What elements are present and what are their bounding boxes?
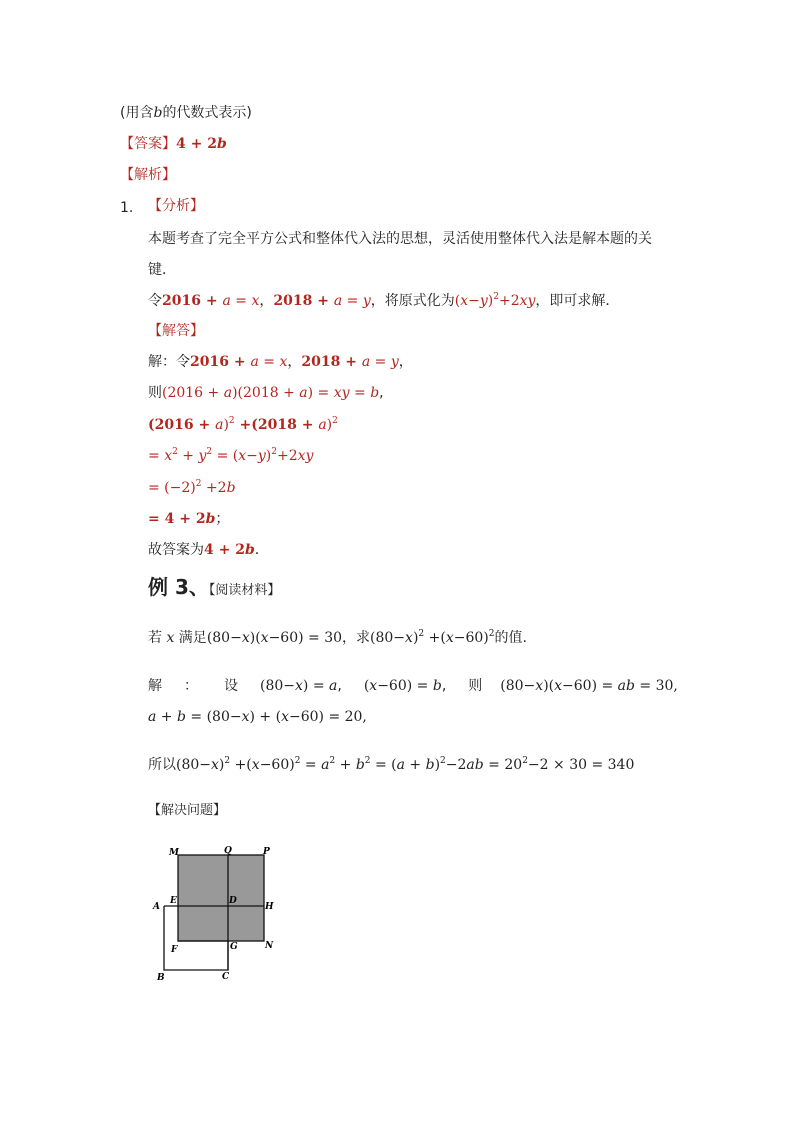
problem-line [148, 628, 527, 648]
label-G: G [230, 942, 238, 952]
exsol3-sq6: 2 [522, 756, 528, 766]
label-A: A [153, 902, 160, 912]
prob-q2: ) [412, 630, 419, 646]
sol-line-4 [148, 446, 313, 466]
label-C: C [222, 972, 230, 982]
label-Q: Q [224, 846, 232, 856]
sol2-xy: xy [333, 385, 350, 401]
prob-x: x [166, 630, 175, 646]
exsol1-comma2: , [441, 678, 447, 694]
exsol1-ab: ab [617, 678, 635, 694]
let-y2: y [362, 293, 371, 309]
exsol3-eq1: = [300, 757, 322, 773]
exsol1-e1: (80− [260, 678, 296, 694]
sol4-x: x [164, 448, 173, 464]
exsol2-rest3: −60) = 20, [288, 709, 367, 725]
exsol3-sq5: 2 [440, 756, 446, 766]
ex-sol-line-3 [148, 755, 634, 775]
sol5-plus: +2 [201, 480, 227, 496]
let-line [148, 291, 619, 311]
sol5-sq: 2 [195, 479, 202, 489]
label-E: E [170, 896, 177, 906]
sol1-e1: 2016 + [190, 354, 251, 370]
sol3-a2: a [318, 417, 327, 433]
exsol1-comma1: , [337, 678, 342, 694]
sol4-sq2: 2 [206, 447, 213, 457]
sol4-eq2: = ( [212, 448, 239, 464]
sol2-p2: )(2018 + [232, 385, 300, 401]
sol4-plus2: +2 [276, 448, 298, 464]
exsol3-p2: ) [218, 757, 225, 773]
exsol3-sq1: 2 [224, 756, 231, 766]
prob-prefix: 若 [148, 630, 167, 646]
exsol1-x3: x [535, 678, 544, 694]
prob-x3: x [405, 630, 413, 646]
exsol3-b2: b [425, 757, 435, 773]
exsol3-p3: +( [230, 757, 252, 773]
let-sq: 2 [493, 292, 499, 302]
fenxi-label: 【分析】 [148, 198, 204, 214]
sol3-plus: +(2018 + [234, 417, 319, 433]
prob-expr: (80− [206, 630, 242, 646]
exsol2-x2: x [281, 709, 289, 725]
sol1-x1: x [279, 354, 288, 370]
exsol3-eq3: = 20 [483, 757, 523, 773]
exsol3-minus: −2 [445, 757, 467, 773]
sol-line-6 [148, 509, 229, 529]
sol5-b: b [226, 480, 236, 496]
exsol1-a: a [329, 678, 338, 694]
label-H: H [265, 902, 274, 912]
solve-label: 【解决问题】 [148, 803, 227, 818]
sol2-p1: (2016 + [162, 385, 224, 401]
intro-close: 的代数式表示) [162, 105, 252, 121]
sol3-sq1: 2 [228, 416, 235, 426]
sol6-b: b [205, 511, 216, 527]
sol-line-5 [148, 478, 236, 498]
exsol1-e3b: )( [543, 678, 555, 694]
prob-q3: +( [424, 630, 446, 646]
prob-q1: (80− [370, 630, 406, 646]
exsol3-a: a [321, 757, 330, 773]
let-plus2: +2 [498, 293, 520, 309]
exsol1-ze: 则 [468, 678, 483, 694]
jieda-label: 【解答】 [148, 323, 204, 339]
let-eq2: = [342, 293, 363, 309]
sol1-a2: a [361, 354, 371, 370]
intro-var-b: b [153, 105, 163, 121]
exsol1-b: b [432, 678, 442, 694]
sol1-a1: a [250, 354, 259, 370]
sol1-e2: 2018 + [301, 354, 362, 370]
exsol3-sq2: 2 [294, 756, 301, 766]
exsol2-b: b [177, 709, 186, 725]
exsol2-x1: x [241, 709, 250, 725]
let-e2: 2018 + [273, 293, 334, 309]
fenxi-text-2: 键． [148, 262, 176, 278]
geometry-figure [150, 842, 280, 984]
label-M: M [169, 848, 179, 858]
prob-suffix: 的值. [494, 630, 527, 646]
label-D: D [229, 896, 237, 906]
exsol2-rest2: ) + ( [249, 709, 282, 725]
exsol1-x4: x [554, 678, 563, 694]
label-B: B [157, 973, 165, 983]
sol7-num: 4 + 2 [204, 542, 245, 558]
exsol1-e3d: = 30, [634, 678, 678, 694]
prob-sq2: 2 [488, 629, 495, 639]
sol4-minus: − [246, 448, 258, 464]
exsol2-a: a [148, 709, 157, 725]
sol4-x2: x [238, 448, 247, 464]
prob-q4: −60) [453, 630, 489, 646]
label-N: N [265, 941, 274, 951]
example-title: 例 3、 [148, 575, 209, 599]
prob-mid: 满足 [174, 630, 207, 646]
sol3-p1: (2016 + [148, 417, 216, 433]
label-P: P [263, 847, 270, 857]
let-minus: − [468, 293, 480, 309]
exsol3-p1: (80− [176, 757, 212, 773]
ex-sol-line-2 [148, 707, 367, 727]
sol2-p3: ) = [307, 385, 334, 401]
sol7-end: . [254, 542, 260, 558]
prob-expr3: −60) = 30 [268, 630, 343, 646]
material-label: 【阅读材料】 [208, 583, 281, 598]
let-prefix: 令 [148, 293, 162, 309]
sol4-y2: y [257, 448, 266, 464]
item-number: 1. [120, 200, 134, 216]
exsol3-rest: −2 × 30 = 340 [527, 757, 635, 773]
sol6-end: ； [215, 511, 230, 527]
exsol1-jie: 解 [148, 678, 162, 694]
exsol1-colon: ： [184, 678, 198, 694]
let-a2: a [333, 293, 343, 309]
sol2-a2: a [299, 385, 308, 401]
intro-open: (用含 [120, 105, 154, 121]
prob-ask: ，求 [342, 630, 371, 646]
exsol3-b: b [355, 757, 365, 773]
answer-line [120, 134, 227, 154]
let-ex: x [460, 293, 469, 309]
exsol1-x1: x [295, 678, 303, 694]
prob-sq1: 2 [418, 629, 425, 639]
exsol3-x1: x [211, 757, 219, 773]
ex-sol-line-1 [148, 676, 678, 696]
exsol3-plus2: + [404, 757, 426, 773]
sol4-sq3: 2 [271, 447, 277, 457]
sol1-prefix: 解：令 [148, 354, 190, 370]
intro-line [120, 103, 252, 123]
exsol1-she: 设 [224, 678, 238, 694]
sol-line-7 [148, 540, 259, 560]
prob-expr2: )( [249, 630, 261, 646]
exsol3-eq2: = ( [370, 757, 397, 773]
sol1-eq2: = [370, 354, 391, 370]
exsol1-e3: (80− [500, 678, 536, 694]
exsol3-x2: x [251, 757, 260, 773]
sol2-a1: a [223, 385, 233, 401]
sol3-p2: ) [223, 417, 229, 433]
let-ey: y [479, 293, 488, 309]
sol7-b: b [244, 542, 255, 558]
exsol2-plus: + [156, 709, 177, 725]
sol1-end: ， [398, 354, 413, 370]
let-a1: a [222, 293, 231, 309]
exsol1-e3c: −60) = [562, 678, 618, 694]
exsol1-x2: x [369, 678, 378, 694]
sol4-y: y [198, 448, 207, 464]
answer-var: b [216, 136, 227, 152]
answer-num: 4 + 2 [176, 136, 217, 152]
sol-line-1 [148, 352, 413, 372]
sol4-xy: xy [297, 448, 314, 464]
exsol3-ab: ab [466, 757, 484, 773]
sol1-eq1: = [258, 354, 280, 370]
answer-label: 【答案】 [120, 136, 176, 152]
sol7-prefix: 故答案为 [148, 542, 204, 558]
exsol3-sq3: 2 [329, 756, 336, 766]
exsol3-a2: a [396, 757, 405, 773]
let-suffix: ，即可求解． [535, 293, 620, 309]
example-header [148, 575, 280, 603]
sol1-comma: ， [287, 354, 302, 370]
sol3-sq2: 2 [332, 416, 338, 426]
sol4-plus: + [177, 448, 199, 464]
exsol3-p4: −60) [259, 757, 295, 773]
prob-x1: x [241, 630, 250, 646]
sol4-eq: = [148, 448, 165, 464]
shaded-square [178, 855, 264, 941]
exsol1-e2: ( [363, 678, 370, 694]
let-open: ( [454, 293, 461, 309]
exsol3-close: ) [434, 757, 441, 773]
sol4-close: ) [265, 448, 272, 464]
analysis-label: 【解析】 [120, 167, 176, 183]
sol2-end: , [379, 385, 384, 401]
let-x1: x [251, 293, 260, 309]
prob-x4: x [445, 630, 454, 646]
sol3-p3: ) [326, 417, 333, 433]
label-F: F [171, 945, 178, 955]
sol5-text: = (−2) [148, 480, 196, 496]
exsol3-plus: + [335, 757, 356, 773]
let-mid: ，将原式化为 [370, 293, 455, 309]
exsol1-e1b: ) = [302, 678, 330, 694]
sol-line-2 [148, 383, 384, 403]
fenxi-text-1: 本题考查了完全平方公式和整体代入法的思想，灵活使用整体代入法是解本题的关 [148, 231, 652, 247]
exsol1-e2b: −60) = [377, 678, 433, 694]
sol6-text: = 4 + 2 [148, 511, 206, 527]
let-comma: ， [259, 293, 274, 309]
sol4-sq1: 2 [172, 447, 178, 457]
sol1-y2: y [390, 354, 399, 370]
exsol3-prefix: 所以 [148, 757, 176, 773]
exsol3-sq4: 2 [364, 756, 371, 766]
sol2-prefix: 则 [148, 385, 162, 401]
prob-x2: x [260, 630, 269, 646]
let-xy: xy [519, 293, 536, 309]
let-e1: 2016 + [162, 293, 223, 309]
sol-line-3 [148, 415, 338, 435]
sol2-eq: = [349, 385, 371, 401]
sol2-b: b [370, 385, 380, 401]
let-eq1: = [230, 293, 252, 309]
exsol2-rest1: = (80− [185, 709, 242, 725]
let-close: ) [487, 293, 494, 309]
sol3-a1: a [215, 417, 224, 433]
